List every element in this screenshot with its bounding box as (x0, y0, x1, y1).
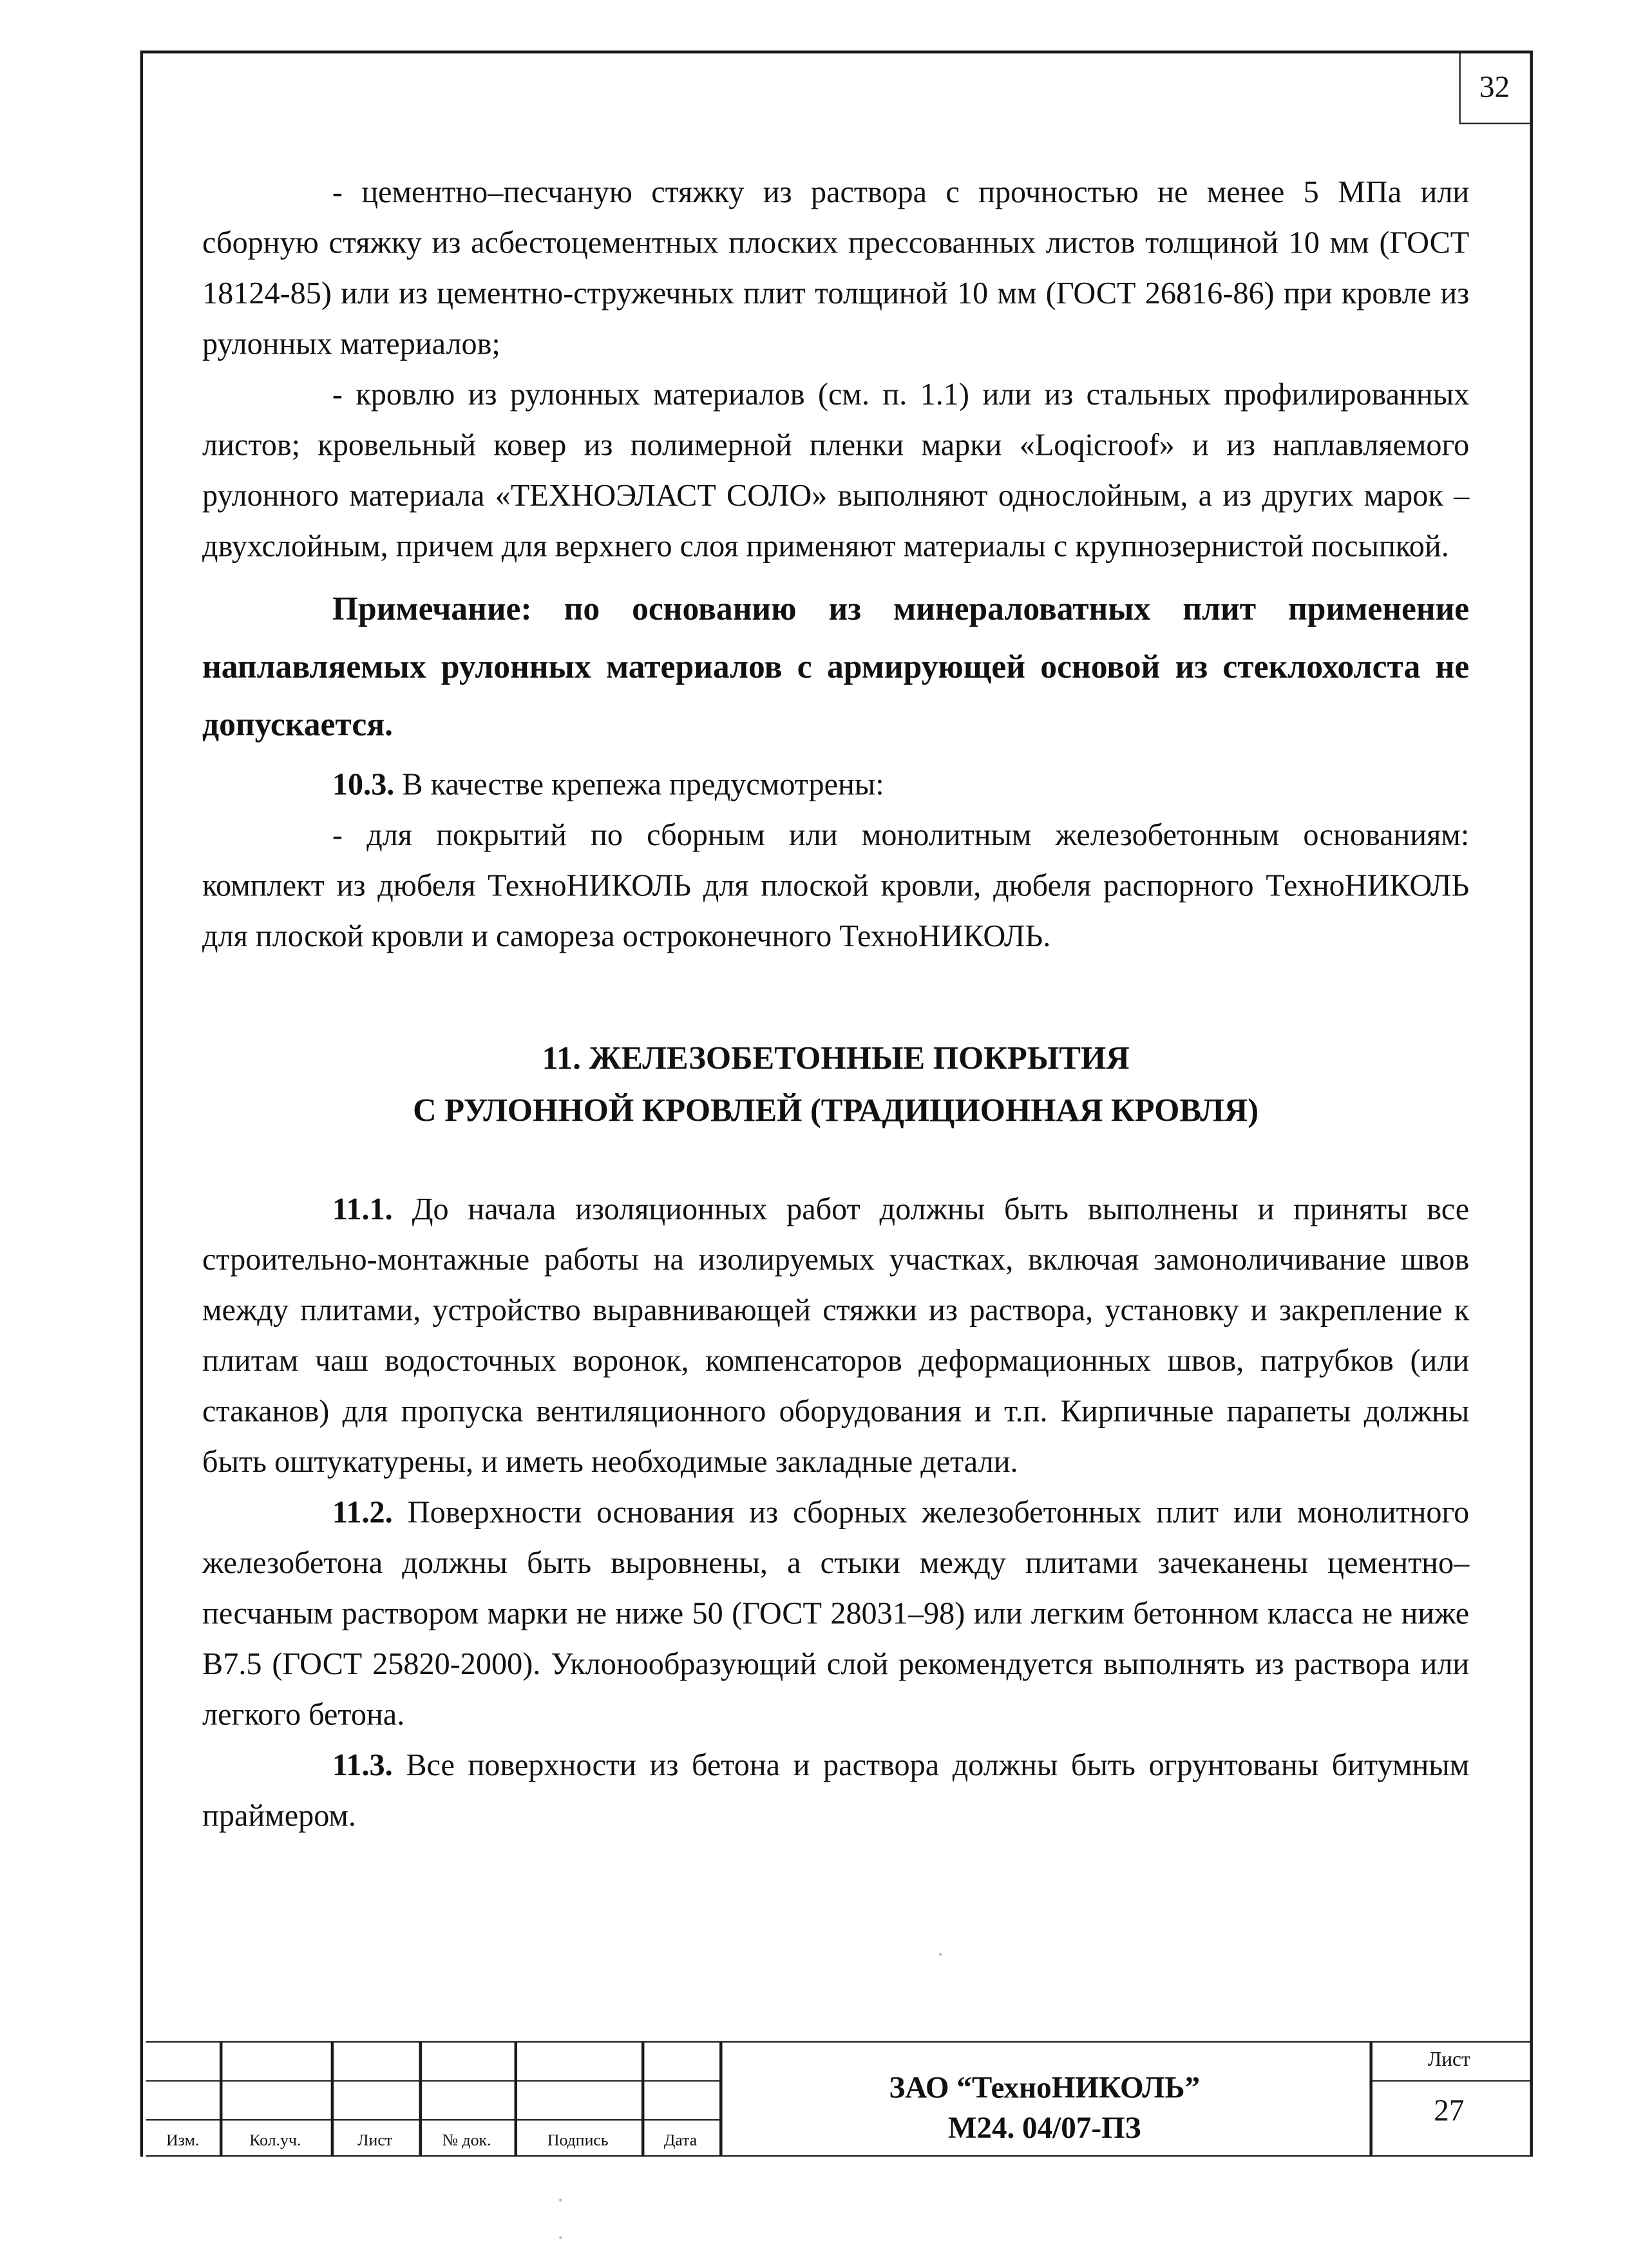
body-text-section11 (202, 1185, 1469, 1842)
label-izm: Изм. (166, 2132, 200, 2149)
paragraph-11-1 (202, 1185, 1469, 1488)
company-name: ЗАО “ТехноНИКОЛЬ” (889, 2070, 1201, 2105)
section-heading-line1: 11. ЖЕЛЕЗОБЕТОННЫЕ ПОКРЫТИЯ (542, 1040, 1130, 1076)
paragraph-screed: - цементно–песчаную стяжку из раствора с прочностью не менее 5 МПа или сборную стяжку из асбестоцементных плоских прессованных листов толщиной 10 мм (ГОСТ 18124-85) или из цементно-стружечных плит толщиной 10 мм (ГОСТ 26816-86) при кровле из рулонных материалов; (202, 175, 1470, 361)
note-paragraph: Примечание: по основанию из минераловатных плит применение наплавляемых рулонных материалов с армирующей основой из стеклохолста не допускается. (202, 591, 1470, 743)
clause-text: До начала изоляционных работ должны быть выполнены и приняты все строительно-монтажные работы на изолируемых участках, включая замоноличивание швов между плитами, устройство выравнивающей стяжки из раствора, установку и закрепление к плитам чаш водосточных воронок, компенсаторов деформационных швов, патрубков (или стаканов) для пропуска вентиляционного оборудования и т.п. Кирпичные парапеты должны быть оштукатурены, и иметь необходимые закладные детали. (202, 1192, 1470, 1480)
frame-top (140, 50, 1532, 52)
paragraph-11-2 (202, 1488, 1469, 1740)
label-doc-number: № док. (442, 2132, 491, 2149)
clause-number: 10.3. (332, 767, 395, 802)
page-number: 32 (1479, 69, 1510, 104)
label-signature: Подпись (547, 2132, 609, 2149)
clause-text: В качестве крепежа предусмотрены: (394, 767, 884, 802)
clause-number: 11.3. (332, 1748, 393, 1783)
label-kol-uch: Кол.уч. (249, 2132, 301, 2149)
paragraph-10-3 (202, 760, 1469, 810)
paragraph-11-3 (202, 1740, 1469, 1842)
clause-number: 11.1. (332, 1192, 393, 1226)
clause-text: Все поверхности из бетона и раствора должны быть огрунтованы битумным праймером. (202, 1748, 1470, 1833)
company-info (719, 2067, 1369, 2148)
sheet-number: 27 (1434, 2093, 1465, 2128)
section-heading-line2: С РУЛОННОЙ КРОВЛЕЙ (ТРАДИЦИОННАЯ КРОВЛЯ) (413, 1092, 1259, 1129)
paragraph-fasteners: - для покрытий по сборным или монолитным железобетонным основаниям: комплект из дюбеля ТехноНИКОЛЬ для плоской кровли, дюбеля распорного ТехноНИКОЛЬ для плоской кровли и самореза остроконечного ТехноНИКОЛЬ. (202, 817, 1470, 954)
section-heading (202, 1033, 1469, 1136)
scan-speck (559, 2236, 562, 2239)
paragraph-roofing: - кровлю из рулонных материалов (см. п. 1.1) или из стальных профилированных листов; кровельный ковер из полимерной пленки марки «Loqicroof» и из наплавляемого рулонного материала «ТЕХНОЭЛАСТ СОЛО» выполняют однослойным, а из других марок – двухслойным, причем для верхнего слоя применяют материалы с крупнозернистой посыпкой. (202, 377, 1470, 564)
frame-right (1530, 50, 1532, 2157)
label-list: Лист (357, 2132, 393, 2149)
row-divider (146, 2080, 720, 2081)
scan-speck (559, 2198, 562, 2201)
document-code: М24. 04/07-ПЗ (947, 2110, 1141, 2146)
clause-number: 11.2. (332, 1495, 393, 1530)
frame-left (140, 50, 142, 2157)
row-divider (1369, 2080, 1530, 2081)
sheet-label: Лист (1427, 2050, 1470, 2072)
label-date: Дата (663, 2132, 698, 2149)
row-divider (146, 2119, 720, 2120)
scan-speck (939, 1953, 942, 1956)
clause-text: Поверхности основания из сборных железобетонных плит или монолитного железобетона должны быть выровнены, а стыки между плитами зачеканены цементно–песчаным раствором марки не ниже 50 (ГОСТ 28031–98) или легким бетонном класса не ниже В7.5 (ГОСТ 25820-2000). Уклонообразующий слой рекомендуется выполнять из раствора или легкого бетона. (202, 1495, 1470, 1732)
body-text-top (202, 167, 1469, 962)
